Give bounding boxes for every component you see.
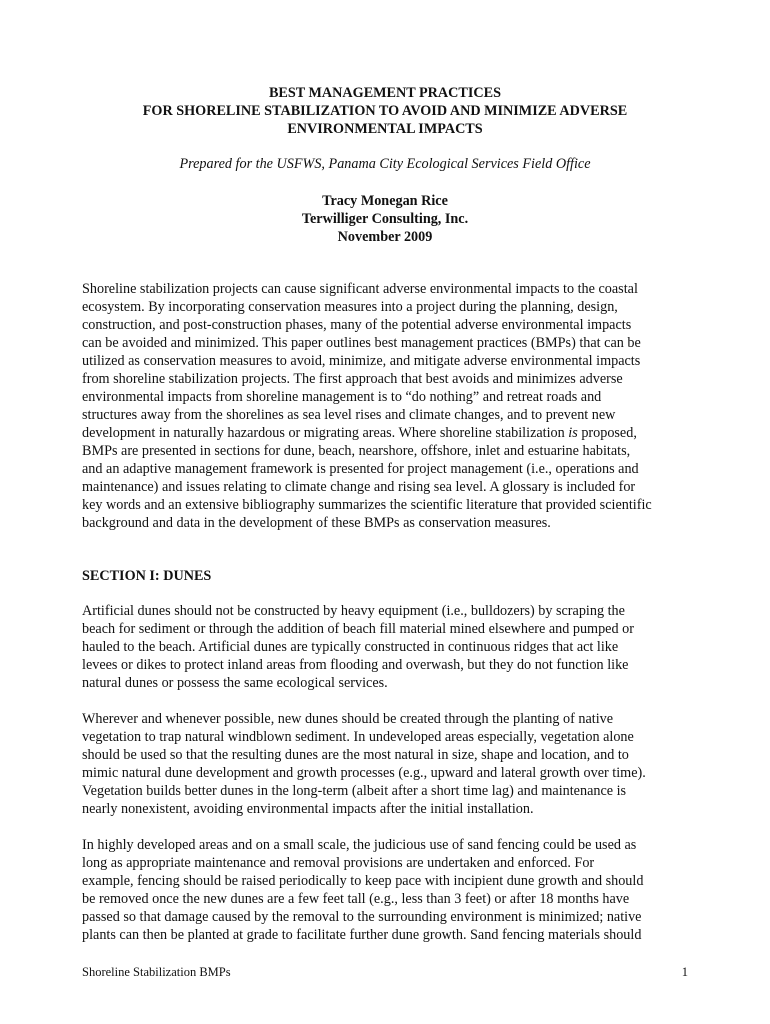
publication-date: November 2009 [337, 229, 433, 245]
title-line: ENVIRONMENTAL IMPACTS [287, 121, 483, 137]
prepared-for: Prepared for the USFWS, Panama City Ecological Services Field Office [179, 156, 591, 172]
text-line: vegetation to trap natural windblown sediment. In undeveloped areas especially, vegetation alone [82, 729, 634, 745]
text-line: natural dunes or possess the same ecological services. [82, 675, 388, 691]
text-line: mimic natural dune development and growth processes (e.g., upward and lateral growth over time). [82, 765, 646, 781]
section-heading: SECTION I: DUNES [82, 568, 212, 584]
text-line: maintenance) and issues relating to climate change and rising sea level. A glossary is included for [82, 479, 636, 495]
text-line: Artificial dunes should not be constructed by heavy equipment (i.e., bulldozers) by scraping the [82, 603, 625, 619]
text-line: should be used so that the resulting dunes are the most natural in size, shape and location, and to [82, 747, 629, 763]
text-line: example, fencing should be raised periodically to keep pace with incipient dune growth and should [82, 873, 644, 889]
text-line: from shoreline stabilization projects. The first approach that best avoids and minimizes adverse [82, 371, 623, 387]
body-paragraph [82, 710, 694, 818]
text-line: Vegetation builds better dunes in the long-term (albeit after a short time lag) and maintenance is [82, 783, 627, 799]
body-paragraph [82, 602, 694, 692]
text-line: plants can then be planted at grade to facilitate further dune growth. Sand fencing materials should [82, 927, 642, 943]
text-line: be removed once the new dunes are a few feet tall (e.g., less than 3 feet) or after 18 months have [82, 891, 630, 907]
text-line: key words and an extensive bibliography summarizes the scientific literature that provided scientific [82, 497, 652, 513]
body-paragraph [82, 836, 694, 944]
text-line: construction, and post-construction phases, many of the potential adverse environmental impacts [82, 317, 632, 333]
text-line: background and data in the development of these BMPs as conservation measures. [82, 515, 551, 531]
text-line: In highly developed areas and on a small scale, the judicious use of sand fencing could be used as [82, 837, 637, 853]
text-line: Shoreline stabilization projects can cause significant adverse environmental impacts to the coastal [82, 281, 638, 297]
text-line: hauled to the beach. Artificial dunes are typically constructed in continuous ridges that act like [82, 639, 619, 655]
document-title [0, 84, 770, 138]
author-name: Tracy Monegan Rice [322, 193, 448, 209]
text-line: beach for sediment or through the addition of beach fill material mined elsewhere and pumped or [82, 621, 634, 637]
text-segment: development in naturally hazardous or migrating areas. Where shoreline stabilization [82, 425, 569, 441]
text-line: can be avoided and minimized. This paper outlines best management practices (BMPs) that can be [82, 335, 641, 351]
text-line: and an adaptive management framework is presented for project management (i.e., operations and [82, 461, 639, 477]
organization: Terwilliger Consulting, Inc. [301, 211, 469, 227]
text-line: structures away from the shorelines as sea level rises and climate changes, and to prevent new [82, 407, 616, 423]
author-block [0, 192, 770, 246]
text-line: environmental impacts from shoreline management is to “do nothing” and retreat roads and [82, 389, 602, 405]
footer-title: Shoreline Stabilization BMPs [82, 965, 231, 979]
text-line: ecosystem. By incorporating conservation measures into a project during the planning, design, [82, 299, 618, 315]
page-number: 1 [681, 965, 688, 979]
text-segment: proposed, [577, 425, 637, 441]
text-line: BMPs are presented in sections for dune, beach, nearshore, offshore, inlet and estuarine habitats, [82, 443, 631, 459]
text-line: long as appropriate maintenance and removal provisions are undertaken and enforced. For [82, 855, 595, 871]
text-line: Wherever and whenever possible, new dunes should be created through the planting of native [82, 711, 614, 727]
text-line: levees or dikes to protect inland areas from flooding and overwash, but they do not function like [82, 657, 629, 673]
abstract-paragraph [82, 280, 694, 532]
emphasis-text: is [568, 425, 578, 441]
text-line: utilized as conservation measures to avoid, minimize, and mitigate adverse environmental impacts [82, 353, 641, 369]
title-line: FOR SHORELINE STABILIZATION TO AVOID AND MINIMIZE ADVERSE [142, 103, 628, 119]
text-line: passed so that damage caused by the removal to the surrounding environment is minimized; native [82, 909, 642, 925]
text-line: nearly nonexistent, avoiding environmental impacts after the initial installation. [82, 801, 534, 817]
title-line: BEST MANAGEMENT PRACTICES [268, 85, 502, 101]
text-line [82, 424, 694, 442]
